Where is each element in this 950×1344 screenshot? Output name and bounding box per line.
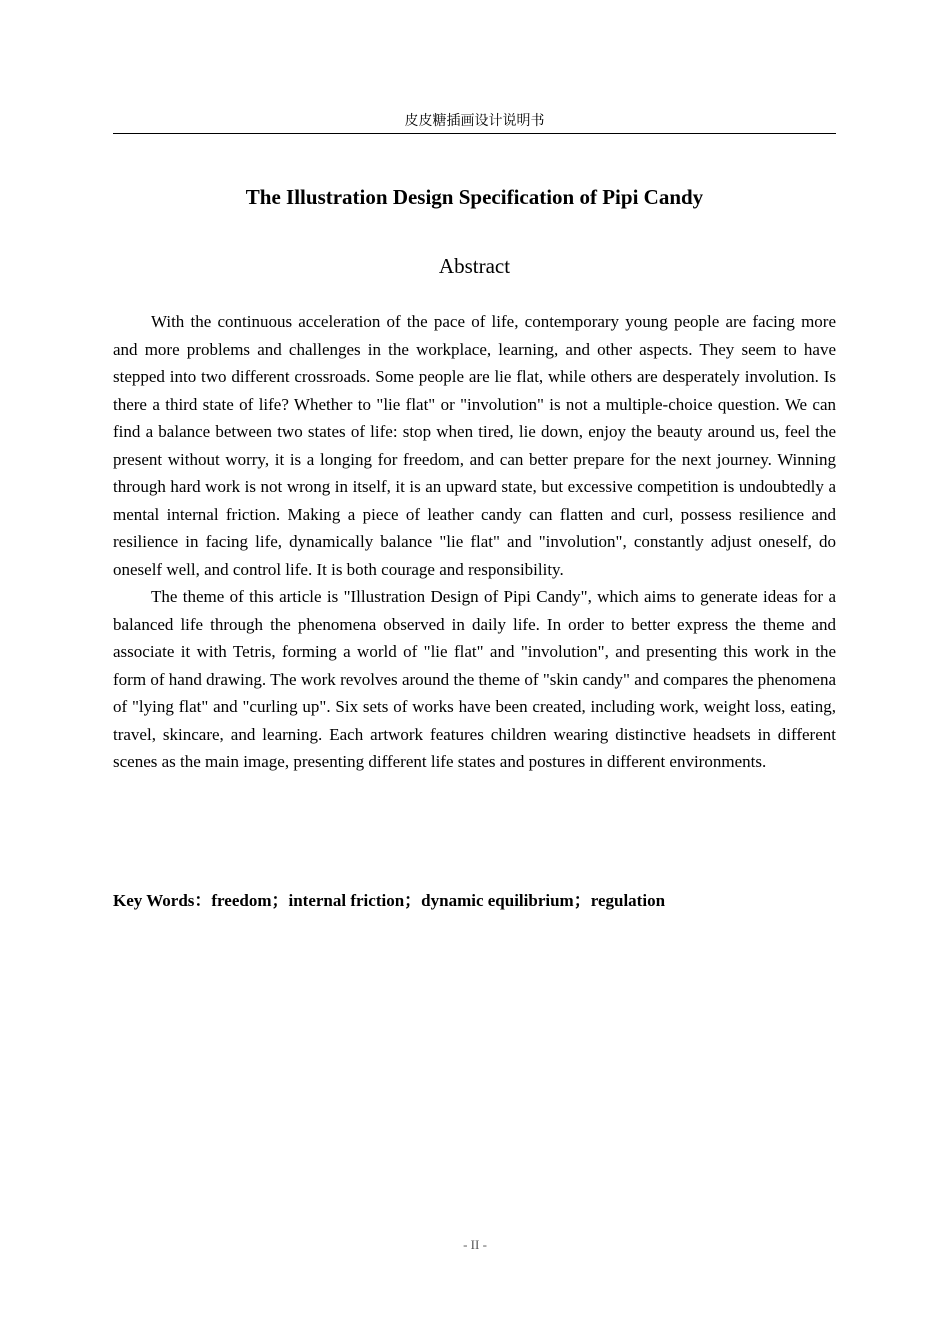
abstract-heading: Abstract	[438, 254, 511, 278]
running-header: 皮皮糖插画设计说明书	[113, 113, 836, 134]
keywords-line: Key Words：freedom；internal friction；dynamic equilibrium；regulation	[113, 891, 666, 910]
abstract-body	[113, 308, 836, 776]
abstract-paragraph: With the continuous acceleration of the pace of life, contemporary young people are facing more and more problems and challenges in the workplace, learning, and other aspects. They seem to have stepped into two different crossroads. Some people are lie flat, while others are desperately involution. Is there a third state of life? Whether to "lie flat" or "involution" is not a multiple-choice question. We can find a balance between two states of life: stop when tired, lie down, enjoy the beauty around us, feel the present without worry, it is a longing for freedom, and can better prepare for the next journey. Winning through hard work is not wrong in itself, it is an upward state, but excessive competition is undoubtedly a mental internal friction. Making a piece of leather candy can flatten and curl, possess resilience and resilience in facing life, dynamically balance "lie flat" and "involution", constantly adjust oneself, do oneself well, and control life. It is both courage and responsibility.	[113, 312, 836, 579]
page-number: - II -	[463, 1237, 487, 1252]
abstract-paragraph: The theme of this article is "Illustration Design of Pipi Candy", which aims to generate ideas for a balanced life through the phenomena observed in daily life. In order to better express the theme and associate it with Tetris, forming a world of "lie flat" and "involution", and presenting this work in the form of hand drawing. The work revolves around the theme of "skin candy" and compares the phenomena of "lying flat" and "curling up". Six sets of works have been created, including work, weight loss, eating, travel, skincare, and learning. Each artwork features children wearing distinctive headsets in different scenes as the main image, presenting different life states and postures in different environments.	[113, 587, 836, 771]
paper-title: The Illustration Design Specification of Pipi Candy	[245, 185, 704, 209]
